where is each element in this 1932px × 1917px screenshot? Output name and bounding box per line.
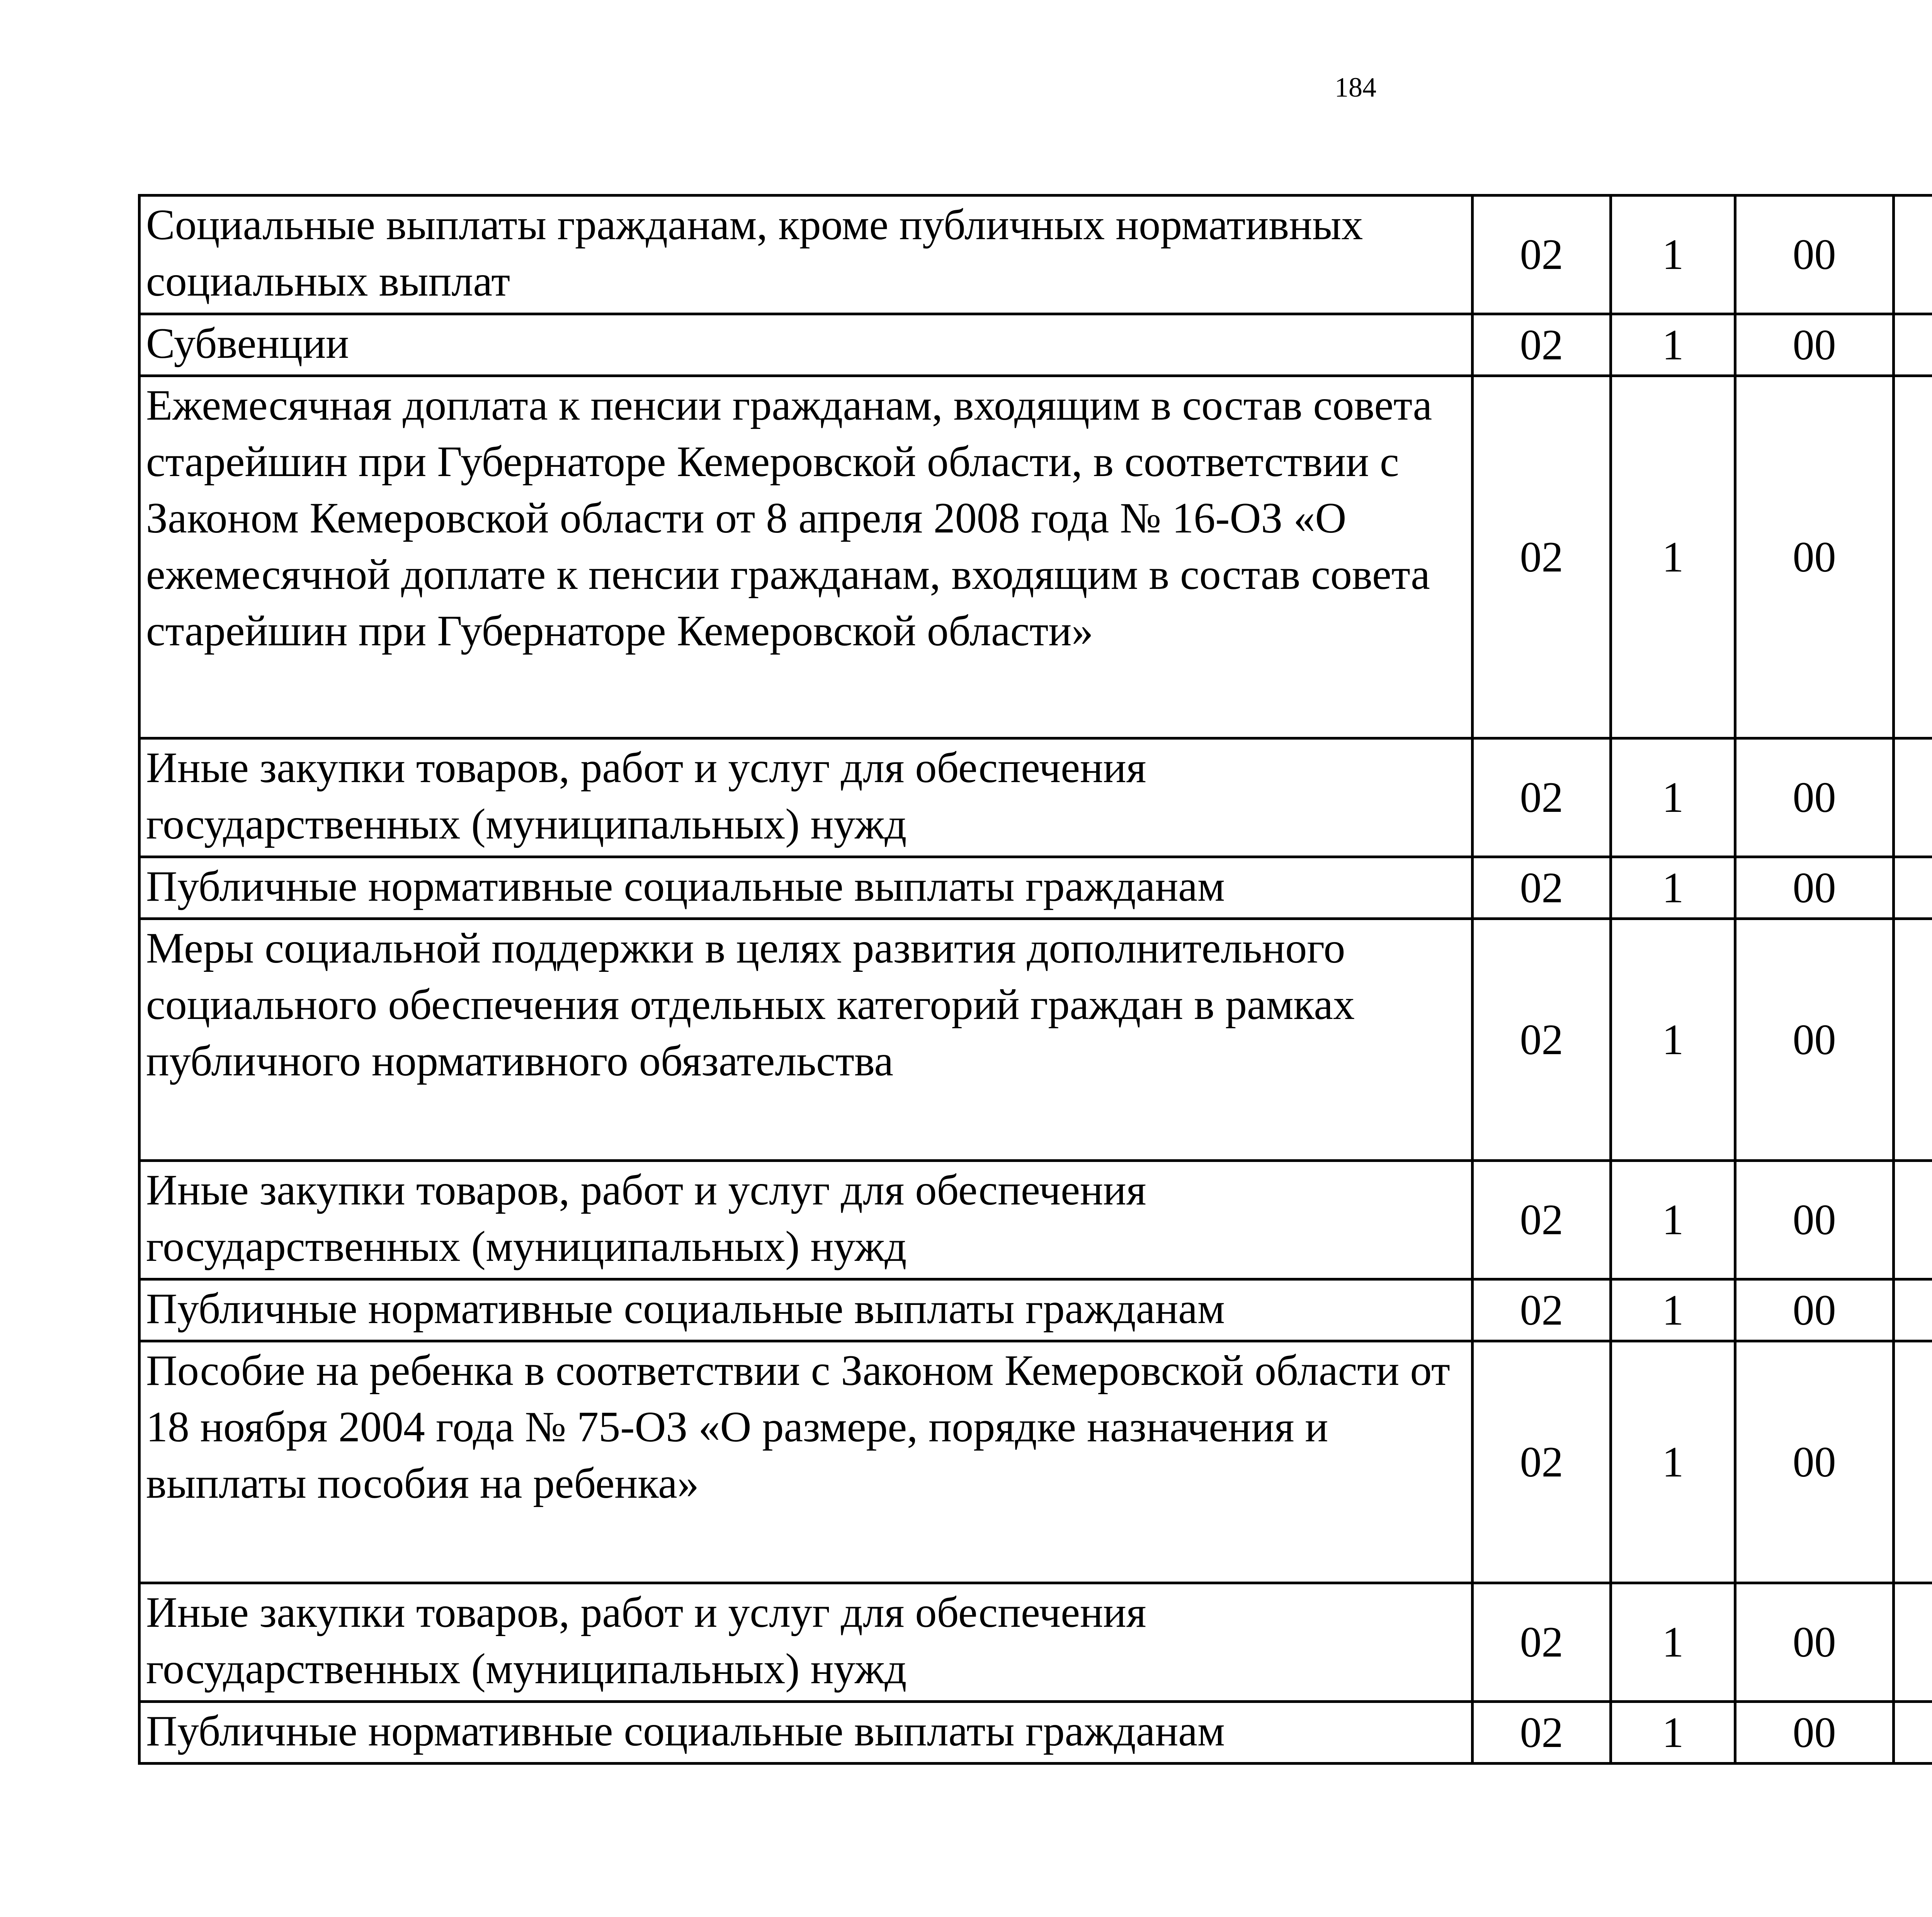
row-code-subprogram: 00 xyxy=(1735,1341,1894,1583)
row-code-program: 1 xyxy=(1611,196,1735,314)
row-code-program: 1 xyxy=(1611,919,1735,1161)
budget-table xyxy=(138,194,1932,1765)
table-row xyxy=(139,1161,1932,1279)
row-code-program: 1 xyxy=(1611,314,1735,376)
row-code-subprogram: 00 xyxy=(1735,738,1894,857)
row-code-direction xyxy=(1894,314,1932,376)
row-code-direction xyxy=(1894,1583,1932,1702)
row-description: Пособие на ребенка в соответствии с Законом Кемеровской области от 18 ноября 2004 года № 75-ОЗ «О размере, порядке назначения и выплаты пособия на ребенка» xyxy=(139,1341,1473,1583)
row-code-subprogram: 00 xyxy=(1735,1583,1894,1702)
row-code-program: 1 xyxy=(1611,738,1735,857)
row-code-section: 02 xyxy=(1473,1583,1611,1702)
row-code-subprogram: 00 xyxy=(1735,857,1894,919)
row-code-section: 02 xyxy=(1473,314,1611,376)
row-description: Публичные нормативные социальные выплаты гражданам xyxy=(139,857,1473,919)
row-code-program: 1 xyxy=(1611,857,1735,919)
row-code-direction xyxy=(1894,1341,1932,1583)
row-description: Субвенции xyxy=(139,314,1473,376)
row-description: Социальные выплаты гражданам, кроме публичных нормативных социальных выплат xyxy=(139,196,1473,314)
row-code-section: 02 xyxy=(1473,376,1611,738)
row-description: Публичные нормативные социальные выплаты гражданам xyxy=(139,1702,1473,1764)
table-row xyxy=(139,738,1932,857)
table-row xyxy=(139,919,1932,1161)
row-code-program: 1 xyxy=(1611,1279,1735,1341)
table-row xyxy=(139,1702,1932,1764)
row-code-subprogram: 00 xyxy=(1735,1279,1894,1341)
table-row xyxy=(139,1341,1932,1583)
page-number: 184 xyxy=(1335,72,1376,103)
row-code-direction xyxy=(1894,857,1932,919)
row-code-section: 02 xyxy=(1473,857,1611,919)
row-code-subprogram: 00 xyxy=(1735,919,1894,1161)
row-code-direction xyxy=(1894,1279,1932,1341)
table-row xyxy=(139,857,1932,919)
row-code-section: 02 xyxy=(1473,1279,1611,1341)
row-description: Публичные нормативные социальные выплаты гражданам xyxy=(139,1279,1473,1341)
row-code-program: 1 xyxy=(1611,1341,1735,1583)
row-code-direction xyxy=(1894,738,1932,857)
row-description: Меры социальной поддержки в целях развития дополнительного социального обеспечения отдельных категорий граждан в рамках публичного нормативного обязательства xyxy=(139,919,1473,1161)
row-code-subprogram: 00 xyxy=(1735,314,1894,376)
row-code-subprogram: 00 xyxy=(1735,196,1894,314)
table-row xyxy=(139,314,1932,376)
row-code-section: 02 xyxy=(1473,738,1611,857)
row-code-section: 02 xyxy=(1473,1161,1611,1279)
row-description: Иные закупки товаров, работ и услуг для обеспечения государственных (муниципальных) нужд xyxy=(139,1583,1473,1702)
row-code-subprogram: 00 xyxy=(1735,1702,1894,1764)
row-code-section: 02 xyxy=(1473,1341,1611,1583)
row-code-direction xyxy=(1894,919,1932,1161)
table-row xyxy=(139,196,1932,314)
table-row xyxy=(139,1583,1932,1702)
budget-table-body xyxy=(139,196,1932,1764)
row-code-direction xyxy=(1894,1161,1932,1279)
row-code-direction xyxy=(1894,196,1932,314)
table-row xyxy=(139,376,1932,738)
row-code-section: 02 xyxy=(1473,919,1611,1161)
row-description: Ежемесячная доплата к пенсии гражданам, входящим в состав совета старейшин при Губернаторе Кемеровской области, в соответствии с Законом Кемеровской области от 8 апреля 2008 года № 16-ОЗ «О ежемесячной доплате к пенсии гражданам, входящим в состав совета старейшин при Губернаторе Кемеровской области» xyxy=(139,376,1473,738)
row-code-program: 1 xyxy=(1611,1161,1735,1279)
row-code-subprogram: 00 xyxy=(1735,376,1894,738)
row-code-direction xyxy=(1894,376,1932,738)
row-code-section: 02 xyxy=(1473,1702,1611,1764)
row-description: Иные закупки товаров, работ и услуг для обеспечения государственных (муниципальных) нужд xyxy=(139,1161,1473,1279)
row-code-section: 02 xyxy=(1473,196,1611,314)
table-row xyxy=(139,1279,1932,1341)
row-description: Иные закупки товаров, работ и услуг для обеспечения государственных (муниципальных) нужд xyxy=(139,738,1473,857)
row-code-program: 1 xyxy=(1611,1702,1735,1764)
row-code-program: 1 xyxy=(1611,1583,1735,1702)
row-code-program: 1 xyxy=(1611,376,1735,738)
row-code-direction xyxy=(1894,1702,1932,1764)
row-code-subprogram: 00 xyxy=(1735,1161,1894,1279)
